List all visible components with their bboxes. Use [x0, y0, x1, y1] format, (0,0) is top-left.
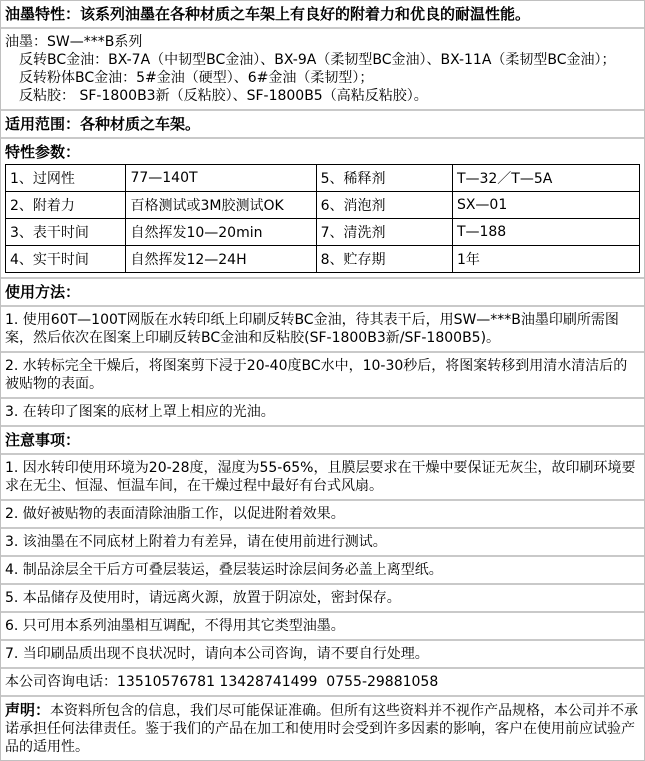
param-value-cell: 自然挥发12—24H [126, 246, 316, 273]
param-label-cell: 1、过网性 [6, 165, 126, 192]
section-contact [1, 669, 644, 697]
scope-line: 适用范围：各种材质之车架。 [5, 115, 201, 133]
anti-adhesive-line: 反粘胶： SF-1800B3新（反粘胶）、SF-1800B5（高粘反粘胶）。 [19, 88, 428, 104]
note-item-text: 7. 当印刷品质出现不良状况时，请向本公司咨询，请不要自行处理。 [5, 646, 429, 662]
section-ink-characteristics [1, 1, 644, 29]
note-item-7 [1, 641, 644, 669]
usage-item-text: 1. 使用60T—100T网版在水转印纸上印刷反转BC金油，待其表干后，用SW—***B油墨印刷所需图案，然后依次在图案上印刷反转BC金油和反粘胶(SF-1800B3新/SF-1800B5)。 [5, 312, 619, 346]
usage-item-1 [1, 307, 644, 353]
contact-phone-line: 本公司咨询电话：13510576781 13428741499 0755-29881058 [5, 674, 439, 690]
note-item-2 [1, 501, 644, 529]
param-value-cell: SX—01 [452, 192, 639, 219]
usage-item-2 [1, 353, 644, 399]
section-ink-series [1, 29, 644, 111]
section-notes-title [1, 427, 644, 455]
section-scope [1, 111, 644, 139]
param-value-cell: T—32／T—5A [452, 165, 639, 192]
parameters-table [5, 164, 640, 273]
reverse-powder-bc-oil-line: 反转粉体BC金油：5#金油（硬型）、6#金油（柔韧型）； [19, 70, 374, 86]
usage-item-text: 3. 在转印了图案的底材上罩上相应的光油。 [5, 404, 275, 420]
param-value-cell: T—188 [452, 219, 639, 246]
param-label-cell: 2、附着力 [6, 192, 126, 219]
note-item-text: 5. 本品储存及使用时，请远离火源，放置于阴凉处，密封保存。 [5, 590, 401, 606]
section-usage-title [1, 279, 644, 307]
note-item-text: 3. 该油墨在不同底材上附着力有差异，请在使用前进行测试。 [5, 534, 387, 550]
note-item-text: 2. 做好被贴物的表面清除油脂工作，以促进附着效果。 [5, 506, 345, 522]
notes-title: 注意事项： [5, 431, 81, 449]
statement-label: 声明： [5, 701, 51, 719]
usage-item-3 [1, 399, 644, 427]
usage-item-text: 2. 水转标完全干燥后，将图案剪下浸于20-40度BC水中，10-30秒后，将图案转移到用清水清洁后的被贴物的表面。 [5, 358, 628, 392]
param-label-cell: 3、表干时间 [6, 219, 126, 246]
ink-characteristics-line: 油墨特性：该系列油墨在各种材质之车架上有良好的附着力和优良的耐温性能。 [5, 5, 531, 23]
param-value-cell: 1年 [452, 246, 639, 273]
param-label-cell: 8、贮存期 [316, 246, 452, 273]
param-value-cell: 百格测试或3M胶测试OK [126, 192, 316, 219]
param-label-cell: 7、清洗剂 [316, 219, 452, 246]
table-row [6, 165, 640, 192]
parameters-title: 特性参数： [5, 143, 81, 161]
table-row [6, 246, 640, 273]
table-row [6, 192, 640, 219]
note-item-text: 4. 制品涂层全干后方可叠层装运，叠层装运时涂层间务必盖上离型纸。 [5, 562, 443, 578]
param-value-cell: 自然挥发10—20min [126, 219, 316, 246]
note-item-6 [1, 613, 644, 641]
section-statement [1, 697, 644, 760]
note-item-text: 1. 因水转印使用环境为20-28度，湿度为55-65%，且膜层要求在干燥中要保证无灰尘，故印刷环境要求在无尘、恒湿、恒温车间，在干燥过程中最好有台式风扇。 [5, 460, 636, 494]
param-label-cell: 4、实干时间 [6, 246, 126, 273]
statement-body: 本资料所包含的信息，我们尽可能保证准确。但所有这些资料并不视作产品规格，本公司并不承诺承担任何法律责任。鉴于我们的产品在加工和使用时会受到许多因素的影响，客户在使用前应试验产品的适用性。 [5, 703, 639, 755]
note-item-5 [1, 585, 644, 613]
note-item-4 [1, 557, 644, 585]
param-label-cell: 6、消泡剂 [316, 192, 452, 219]
param-label-cell: 5、稀释剂 [316, 165, 452, 192]
table-row [6, 219, 640, 246]
reverse-bc-oil-line: 反转BC金油：BX-7A（中韧型BC金油）、BX-9A（柔韧型BC金油）、BX-11A（柔韧型BC金油）； [19, 52, 616, 68]
note-item-1 [1, 455, 644, 501]
section-parameters [1, 139, 644, 279]
note-item-3 [1, 529, 644, 557]
note-item-text: 6. 只可用本系列油墨相互调配，不得用其它类型油墨。 [5, 618, 345, 634]
ink-series-line: 油墨：SW—***B系列 [5, 34, 143, 50]
usage-title: 使用方法： [5, 283, 81, 301]
param-value-cell: 77—140T [126, 165, 316, 192]
statement-paragraph [5, 701, 640, 756]
